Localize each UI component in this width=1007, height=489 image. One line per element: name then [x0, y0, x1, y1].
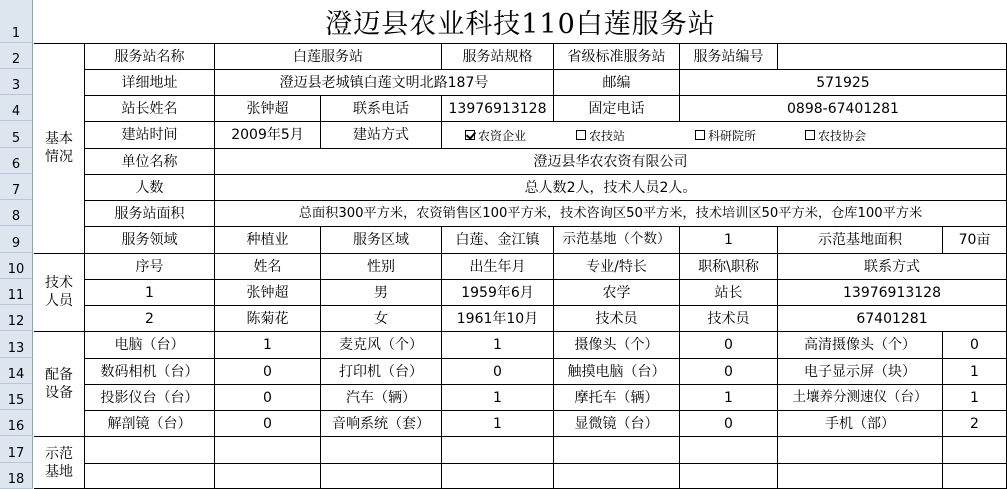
demo-area-label[interactable]: 示范基地面积 — [818, 232, 902, 248]
equip-cell[interactable]: 打印机（台） — [339, 363, 423, 380]
section-tech-label: 技术 人员 — [45, 275, 73, 309]
equip-cell[interactable]: 0 — [263, 415, 272, 432]
equip-cell[interactable]: 1 — [970, 389, 979, 406]
address-value[interactable]: 澄迈县老城镇白莲文明北路187号 — [279, 74, 489, 91]
checkbox-empty-icon[interactable] — [805, 130, 815, 140]
staff-cell[interactable]: 1 — [145, 284, 154, 301]
row-header-11[interactable]: 11 — [0, 279, 33, 305]
service-field-value[interactable]: 种植业 — [246, 232, 289, 248]
section-equip-label: 配备 设备 — [45, 366, 73, 401]
checkbox-label: 农技站 — [589, 128, 626, 143]
equip-cell[interactable]: 解剖镜（台） — [107, 415, 192, 432]
demo-area-value[interactable]: 70亩 — [958, 232, 991, 248]
row-header-13[interactable]: 13 — [0, 331, 33, 358]
landline-value[interactable]: 0898-67401281 — [787, 100, 899, 117]
staff-cell[interactable]: 1961年10月 — [456, 310, 539, 327]
checkbox-label: 科研院所 — [708, 128, 757, 143]
area-label[interactable]: 服务站面积 — [114, 205, 185, 222]
service-region-value[interactable]: 白莲、金江镇 — [455, 232, 540, 248]
equip-cell[interactable]: 2 — [970, 415, 979, 432]
staff-cell[interactable]: 站长 — [714, 284, 743, 301]
unit-name-value[interactable]: 澄迈县华农农资有限公司 — [533, 153, 688, 170]
row-header-6[interactable]: 6 — [0, 148, 33, 174]
station-name-label[interactable]: 服务站名称 — [114, 48, 185, 65]
staff-header-contact[interactable]: 联系方式 — [864, 258, 920, 275]
station-name-value[interactable]: 白莲服务站 — [293, 48, 363, 65]
section-basic-label: 基本 情况 — [45, 131, 73, 165]
row-header-9[interactable]: 9 — [0, 226, 33, 253]
equip-cell[interactable]: 0 — [970, 337, 979, 353]
staff-cell[interactable]: 2 — [145, 310, 154, 327]
staff-cell[interactable]: 67401281 — [856, 310, 928, 327]
equip-cell[interactable]: 投影仪台（台） — [100, 389, 199, 406]
row-header-16[interactable]: 16 — [0, 410, 33, 436]
staff-header-birth[interactable]: 出生年月 — [469, 258, 526, 275]
station-spec-value[interactable]: 省级标准服务站 — [567, 48, 666, 65]
zip-value[interactable]: 571925 — [816, 74, 870, 91]
equip-cell[interactable]: 汽车（辆） — [346, 389, 416, 406]
staff-cell[interactable]: 陈菊花 — [246, 310, 289, 327]
row-header-8[interactable]: 8 — [0, 200, 33, 226]
checkbox-agri-association[interactable] — [805, 122, 866, 148]
station-code-value[interactable] — [778, 44, 1006, 69]
checkbox-agri-tech-station[interactable] — [576, 122, 625, 148]
equip-cell[interactable]: 0 — [724, 415, 733, 432]
row-header-18[interactable]: 18 — [0, 463, 33, 489]
address-label[interactable]: 详细地址 — [121, 74, 178, 91]
station-spec-label[interactable]: 服务站规格 — [462, 48, 533, 65]
row-header-2[interactable]: 2 — [0, 43, 33, 69]
equip-cell[interactable]: 1 — [263, 337, 272, 353]
staff-header-specialty[interactable]: 专业/特长 — [586, 258, 647, 275]
equip-cell[interactable]: 摩托车（辆） — [574, 389, 659, 406]
equip-cell[interactable]: 手机（部） — [825, 415, 895, 432]
grid-line — [84, 463, 1007, 464]
equip-cell[interactable]: 0 — [493, 363, 502, 380]
checkbox-checked-icon[interactable] — [465, 130, 475, 140]
checkbox-label: 农资企业 — [478, 128, 527, 143]
method-label[interactable]: 建站方式 — [353, 127, 409, 143]
staff-cell[interactable]: 女 — [374, 310, 388, 327]
staff-header-index[interactable]: 序号 — [135, 258, 164, 275]
checkbox-empty-icon[interactable] — [576, 130, 586, 140]
equip-cell[interactable]: 1 — [970, 363, 979, 380]
equip-cell[interactable]: 电脑（台） — [114, 337, 185, 353]
landline-label[interactable]: 固定电话 — [588, 100, 645, 117]
grid-line — [441, 121, 442, 148]
phone-label[interactable]: 联系电话 — [353, 100, 409, 117]
equip-cell[interactable]: 音响系统（套） — [332, 415, 430, 432]
equip-cell[interactable]: 1 — [493, 337, 502, 353]
row-header-7[interactable]: 7 — [0, 174, 33, 200]
headcount-label[interactable]: 人数 — [135, 179, 164, 196]
row-header-3[interactable]: 3 — [0, 69, 33, 95]
station-code-label[interactable]: 服务站编号 — [693, 48, 764, 65]
staff-cell[interactable]: 13976913128 — [843, 284, 941, 301]
equip-cell[interactable]: 0 — [724, 363, 733, 380]
phone-value[interactable]: 13976913128 — [448, 100, 547, 117]
checkbox-research-institute[interactable] — [695, 122, 756, 148]
row-header-12[interactable]: 12 — [0, 305, 33, 331]
row-header-17[interactable]: 17 — [0, 436, 33, 463]
service-field-label[interactable]: 服务领域 — [121, 232, 178, 248]
service-region-label[interactable]: 服务区域 — [353, 232, 409, 248]
demo-count-label[interactable]: 示范基地（个数） — [562, 231, 671, 248]
row-header-5[interactable]: 5 — [0, 121, 33, 148]
equip-cell[interactable]: 0 — [724, 337, 733, 353]
equip-cell[interactable]: 1 — [493, 415, 502, 432]
row-header-4[interactable]: 4 — [0, 95, 33, 121]
staff-cell[interactable]: 技术员 — [595, 310, 638, 327]
staff-cell[interactable]: 张钟超 — [246, 284, 289, 301]
unit-name-label[interactable]: 单位名称 — [121, 153, 178, 170]
page-title: 澄迈县农业科技110白莲服务站 — [325, 8, 716, 40]
founded-value[interactable]: 2009年5月 — [231, 127, 304, 143]
equip-cell[interactable]: 高清摄像头（个） — [804, 337, 916, 353]
equip-cell[interactable]: 电子显示屏（块） — [804, 363, 916, 380]
row-header-1[interactable]: 1 — [0, 0, 33, 43]
equip-cell[interactable]: 触摸电脑（台） — [567, 363, 666, 380]
equip-cell[interactable]: 数码相机（台） — [100, 363, 199, 380]
checkbox-empty-icon[interactable] — [695, 130, 705, 140]
section-demo-label: 示范 基地 — [45, 445, 73, 480]
staff-cell[interactable]: 男 — [374, 284, 388, 301]
staff-header-title[interactable]: 职称\职称 — [698, 258, 759, 275]
headcount-value[interactable]: 总人数2人，技术人员2人。 — [524, 179, 697, 196]
row-header-10[interactable]: 10 — [0, 253, 33, 279]
staff-header-name[interactable]: 姓名 — [253, 258, 282, 275]
row-header-15[interactable]: 15 — [0, 384, 33, 410]
equip-cell[interactable]: 土壤养分测速仪（台） — [792, 388, 928, 405]
head-name-label[interactable]: 站长姓名 — [121, 100, 178, 117]
head-name-value[interactable]: 张钟超 — [246, 100, 289, 117]
row-header-14[interactable]: 14 — [0, 358, 33, 384]
checkbox-label: 农技协会 — [818, 128, 867, 143]
staff-cell[interactable]: 技术员 — [707, 310, 750, 327]
equip-cell[interactable]: 显微镜（台） — [574, 415, 659, 432]
grid-line — [34, 436, 1007, 437]
checkbox-agri-enterprise[interactable] — [465, 122, 526, 148]
demo-count-value[interactable]: 1 — [724, 232, 733, 248]
equip-cell[interactable]: 摄像头（个） — [574, 337, 659, 353]
equip-cell[interactable]: 1 — [724, 389, 733, 406]
zip-label[interactable]: 邮编 — [602, 74, 631, 91]
staff-cell[interactable]: 1959年6月 — [461, 284, 534, 301]
staff-cell[interactable]: 农学 — [602, 284, 631, 301]
equip-cell[interactable]: 1 — [493, 389, 502, 406]
equip-cell[interactable]: 0 — [263, 389, 272, 406]
staff-header-gender[interactable]: 性别 — [367, 258, 395, 275]
founded-label[interactable]: 建站时间 — [121, 127, 178, 143]
equip-cell[interactable]: 0 — [263, 363, 272, 380]
area-value[interactable]: 总面积300平方米，农资销售区100平方米，技术咨询区50平方米，技术培训区50平方米，仓库100平方米 — [298, 205, 923, 221]
equip-cell[interactable]: 麦克风（个） — [339, 337, 423, 353]
